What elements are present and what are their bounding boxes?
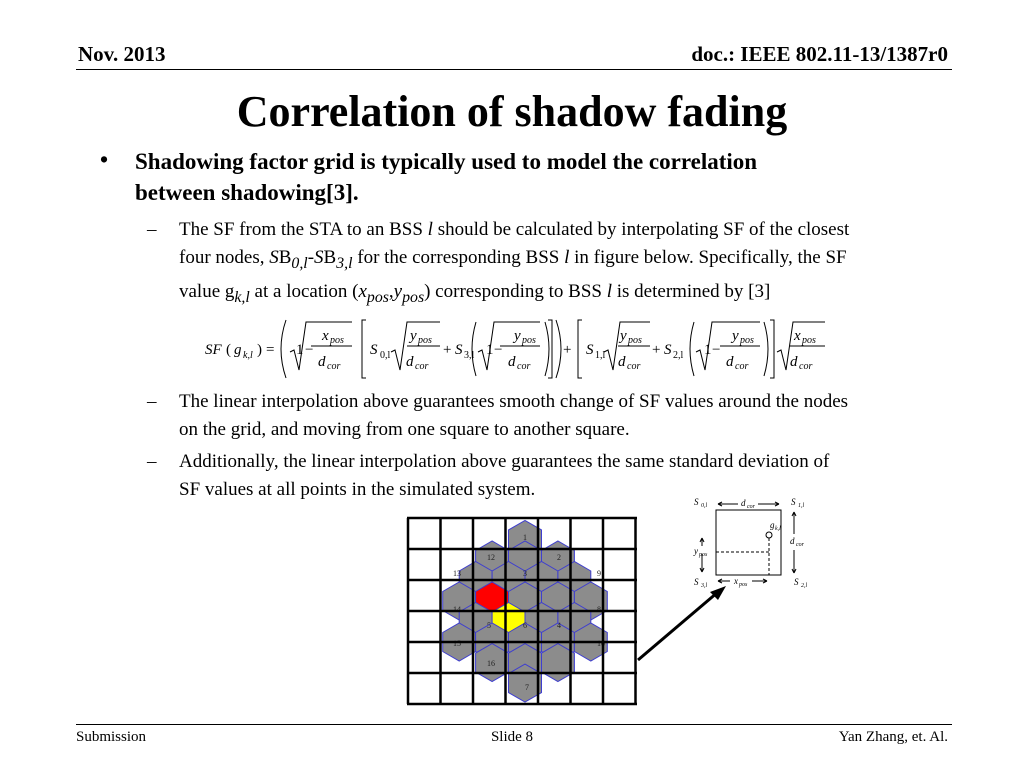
sub-bullet-1-line-2: four nodes, $SB_{0,l}-SB_{3,l}$ for the corresponding BSS l in figure below. Specifically, the SF [179,247,847,272]
svg-text:1: 1 [486,342,494,358]
svg-text:d: d [726,354,734,370]
hex-label: 13 [453,569,461,578]
svg-text:cor: cor [799,361,813,372]
formula-sf: SF [205,342,222,358]
svg-text:d: d [790,354,798,370]
svg-text:0,l: 0,l [701,503,708,509]
slide-title: Correlation of shadow fading [236,87,788,136]
footer-divider [76,724,952,725]
svg-text:cor: cor [517,361,531,372]
bullet-marker: • [100,147,109,172]
svg-text:cor: cor [735,361,749,372]
svg-text:y: y [620,328,627,344]
svg-text:1,l: 1,l [798,503,805,509]
node-s2: S [794,577,799,587]
svg-text:cor: cor [327,361,341,372]
svg-text:1: 1 [704,342,712,358]
hex-label: 16 [487,659,495,668]
hex-label: 9 [597,569,601,578]
footer-slide-number: Slide 8 [490,729,534,745]
sub-bullet-3-line-2: SF values at all points in the simulated system. [179,479,536,500]
svg-text:y: y [694,546,698,556]
svg-text:x: x [734,576,738,586]
sub-bullet-3 [179,448,994,504]
footer-author: Yan Zhang, et. Al. [838,729,948,745]
hex-label: 12 [487,553,495,562]
sf-formula [200,316,830,382]
svg-text:−: − [494,342,503,358]
hex-label: 15 [453,639,461,648]
main-bullet-line-1: Shadowing factor grid is typically used to model the correlation [135,149,758,174]
sub-bullet-2 [179,388,994,444]
svg-text:k,l: k,l [775,526,781,532]
shadowing-grid [405,516,641,706]
svg-text:S: S [455,342,463,358]
svg-text:): ) [257,342,262,358]
svg-text:d: d [406,354,414,370]
sub-bullet-1-line-1: The SF from the STA to an BSS l should be calculated by interpolating SF of the closest [179,219,850,240]
svg-text:d: d [318,354,326,370]
svg-text:=: = [266,342,275,358]
location-marker-icon [766,532,772,538]
svg-text:pos: pos [739,582,748,588]
hex-label: 14 [453,605,461,614]
svg-text:S: S [370,342,378,358]
svg-text:+: + [443,342,452,358]
svg-text:d: d [508,354,516,370]
hex-label: 5 [487,621,491,630]
svg-text:cor: cor [796,542,804,548]
svg-text:pos: pos [628,335,642,346]
svg-text:k,l: k,l [243,350,253,361]
hex-label: 10 [597,639,605,648]
svg-text:pos: pos [699,552,708,558]
hex-label: 3 [523,569,527,578]
svg-text:pos: pos [802,335,816,346]
svg-text:pos: pos [522,335,536,346]
svg-text:cor: cor [747,504,755,510]
sub-bullet-1-line-3: value $g_{k,l}$ at a location $(x_{pos},y_{pos})$ corresponding to BSS l is determined by [3] [179,280,771,306]
svg-text:y: y [732,328,739,344]
svg-text:1: 1 [296,342,304,358]
svg-text:−: − [305,342,314,358]
header-date: Nov. 2013 [78,42,166,66]
main-bullet-text [135,146,955,208]
svg-text:y: y [514,328,521,344]
svg-text:3,l: 3,l [464,350,475,361]
svg-text:0,l: 0,l [380,350,391,361]
svg-text:d: d [790,536,795,546]
svg-text:2,l: 2,l [801,583,808,589]
svg-text:2,l: 2,l [673,350,684,361]
dash-marker-1: – [147,219,157,240]
sub-bullet-2-line-2: on the grid, and moving from one square to another square. [179,419,630,440]
hex-label: 2 [557,553,561,562]
svg-text:x: x [322,328,329,344]
main-bullet-line-2: between shadowing[3]. [135,180,359,205]
dash-marker-2: – [147,391,157,412]
svg-text:d: d [618,354,626,370]
header-divider [76,69,952,70]
hex-label: 1 [523,533,527,542]
cell-interpolation-diagram [686,492,818,590]
header-doc-id: doc.: IEEE 802.11-13/1387r0 [691,42,948,66]
svg-text:d: d [741,498,746,508]
svg-text:1,l: 1,l [595,350,606,361]
svg-text:S: S [586,342,594,358]
svg-text:S: S [664,342,672,358]
pointer-arrow [630,580,730,670]
svg-text:3,l: 3,l [701,583,708,589]
sub-bullet-1 [179,216,994,312]
svg-text:x: x [794,328,801,344]
svg-text:cor: cor [627,361,641,372]
svg-text:y: y [410,328,417,344]
sub-bullet-2-line-1: The linear interpolation above guarantees smooth change of SF values around the nodes [179,391,849,412]
node-s3: S [694,577,699,587]
node-s1: S [791,497,796,507]
hex-label: 8 [597,605,601,614]
svg-text:pos: pos [418,335,432,346]
svg-text:+: + [652,342,661,358]
svg-text:−: − [712,342,721,358]
svg-text:g: g [770,520,775,530]
node-s0: S [694,497,699,507]
sub-bullet-3-line-1: Additionally, the linear interpolation above guarantees the same standard deviation of [179,451,830,472]
svg-text:cor: cor [415,361,429,372]
dash-marker-3: – [147,451,157,472]
hex-label: 4 [557,621,561,630]
hex-label: 6 [523,621,527,630]
svg-text:g: g [234,342,242,358]
svg-text:(: ( [226,342,231,358]
svg-text:pos: pos [330,335,344,346]
svg-text:pos: pos [740,335,754,346]
svg-text:+: + [563,342,572,358]
footer-submission: Submission [76,729,147,745]
hex-label: 7 [525,683,529,692]
